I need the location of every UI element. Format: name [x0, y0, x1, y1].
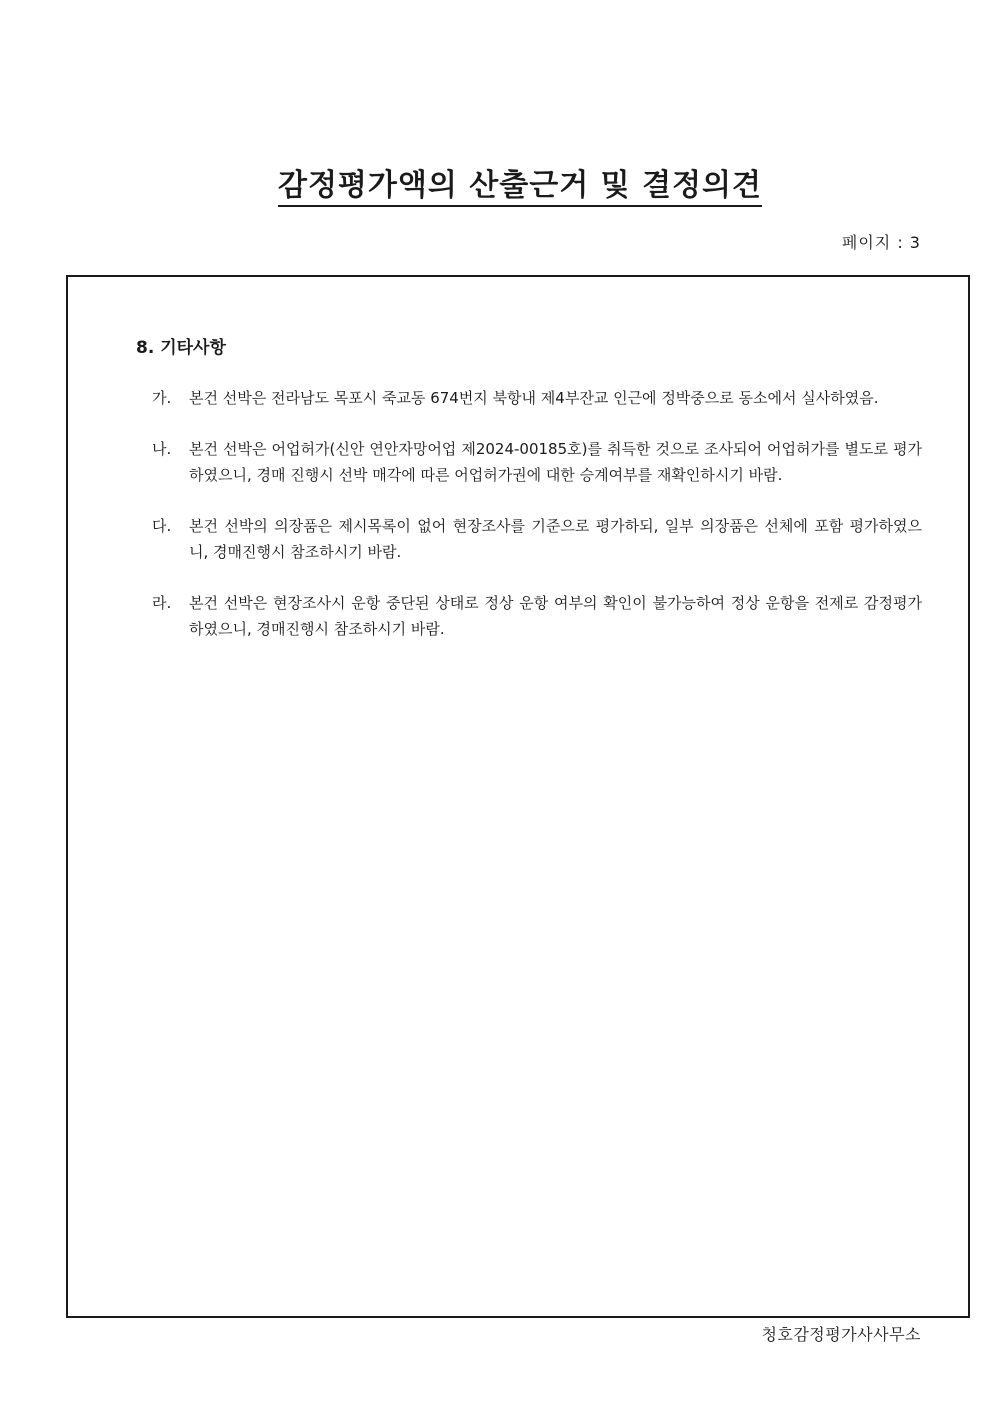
notes-list [152, 385, 922, 667]
note-text: 본건 선박은 현장조사시 운항 중단된 상태로 정상 운항 여부의 확인이 불가능하여 정상 운항을 전제로 감정평가하였으니, 경매진행시 참조하시기 바람. [189, 594, 922, 638]
document-title-text: 감정평가액의 산출근거 및 결정의견 [278, 168, 762, 207]
note-marker: 다. [152, 517, 172, 535]
footer-office-name: 청호감정평가사사무소 [761, 1325, 921, 1344]
note-text: 본건 선박의 의장품은 제시목록이 없어 현장조사를 기준으로 평가하되, 일부 의장품은 선체에 포함 평가하였으니, 경매진행시 참조하시기 바람. [189, 517, 922, 561]
note-marker: 나. [152, 440, 172, 458]
note-item-ga [152, 385, 922, 411]
section-heading: 8. 기타사항 [136, 338, 226, 358]
note-item-ra [152, 590, 922, 642]
note-marker: 라. [152, 594, 172, 612]
note-text: 본건 선박은 어업허가(신안 연안자망어업 제2024-00185호)를 취득한 것으로 조사되어 어업허가를 별도로 평가하였으니, 경매 진행시 선박 매각에 따른 어업허가권에 대한 승계여부를 재확인하시기 바람. [189, 440, 922, 484]
page-number: 페이지 : 3 [841, 233, 921, 252]
note-marker: 가. [152, 389, 172, 407]
document-title [0, 160, 1000, 204]
note-item-da [152, 513, 922, 565]
note-text: 본건 선박은 전라남도 목포시 죽교동 674번지 북항내 제4부잔교 인근에 정박중으로 동소에서 실사하였음. [189, 389, 879, 407]
note-item-na [152, 436, 922, 488]
content-box [66, 275, 970, 1318]
